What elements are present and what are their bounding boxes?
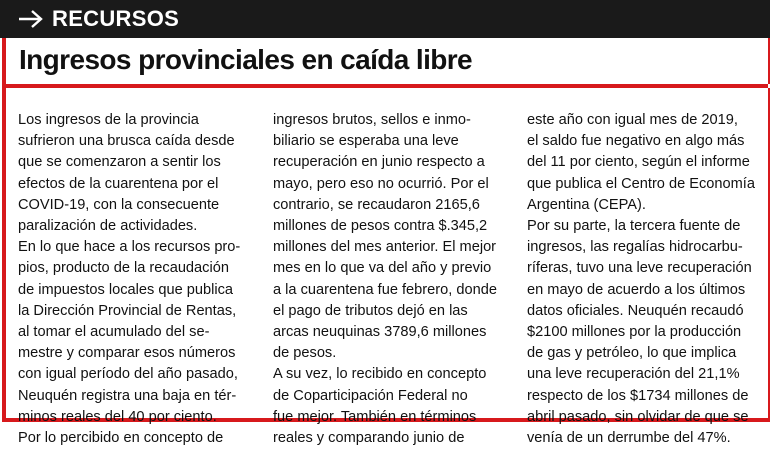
arrow-right-icon xyxy=(18,9,44,29)
text-line: Neuquén registra una baja en tér- xyxy=(18,387,237,404)
text-line: millones del mes anterior. El mejor xyxy=(273,239,497,256)
text-line: ríferas, tuvo una leve recuperación xyxy=(527,260,752,277)
text-line: datos oficiales. Neuquén recaudó xyxy=(527,302,744,319)
text-line: una leve recuperación del 21,1% xyxy=(527,366,740,383)
text-line: En lo que hace a los recursos pro- xyxy=(18,239,241,256)
text-line: de Coparticipación Federal no xyxy=(273,387,468,404)
text-line: la Dirección Provincial de Rentas, xyxy=(18,302,237,319)
text-line: biliario se esperaba una leve xyxy=(273,133,459,150)
text-line: pios, producto de la recaudación xyxy=(18,260,229,277)
text-line: mayo, pero eso no ocurrió. Por el xyxy=(273,175,489,192)
text-line: que publica el Centro de Economía xyxy=(527,175,755,192)
article-body xyxy=(2,88,770,447)
text-line: arcas neuquinas 3789,6 millones xyxy=(273,324,487,341)
text-line: Argentina (CEPA). xyxy=(527,196,646,213)
text-line: COVID-19, con la consecuente xyxy=(18,196,220,213)
section-label: RECURSOS xyxy=(52,6,180,31)
section-header xyxy=(0,0,770,38)
text-line: $2100 millones por la producción xyxy=(527,324,742,341)
text-line: de pesos. xyxy=(273,345,337,362)
text-line: ingresos brutos, sellos e inmo- xyxy=(273,112,471,128)
text-line: el pago de tributos dejó en las xyxy=(273,302,468,319)
text-column-2 xyxy=(273,110,517,449)
text-line: mes en lo que va del año y previo xyxy=(273,260,492,277)
text-line: recuperación en junio respecto a xyxy=(273,154,485,171)
text-line: Los ingresos de la provincia xyxy=(18,112,199,128)
text-line: al tomar el acumulado del se- xyxy=(18,324,210,341)
text-line: paralización de actividades. xyxy=(18,218,198,235)
text-line: este año con igual mes de 2019, xyxy=(527,112,738,128)
text-line: efectos de la cuarentena por el xyxy=(18,175,219,192)
text-line: del 11 por ciento, según el informe xyxy=(527,154,750,171)
text-line: fue mejor. También en términos xyxy=(273,408,477,425)
text-line: que se comenzaron a sentir los xyxy=(18,154,221,171)
text-line: reales y comparando junio de xyxy=(273,430,465,447)
text-line: minos reales del 40 por ciento. xyxy=(18,408,217,425)
text-line: abril pasado, sin olvidar de que se xyxy=(527,408,749,425)
text-line: Por lo percibido en concepto de xyxy=(18,430,224,447)
text-line: en mayo de acuerdo a los últimos xyxy=(527,281,746,298)
text-line: de gas y petróleo, lo que implica xyxy=(527,345,737,362)
text-line: con igual período del año pasado, xyxy=(18,366,238,383)
text-line: contrario, se recaudaron 2165,6 xyxy=(273,196,480,213)
text-line: ingresos, las regalías hidrocarbu- xyxy=(527,239,743,256)
text-line: respecto de los $1734 millones de xyxy=(527,387,749,404)
text-line: A su vez, lo recibido en concepto xyxy=(273,366,487,383)
text-line: Por su parte, la tercera fuente de xyxy=(527,218,741,235)
text-line: a la cuarentena fue febrero, donde xyxy=(273,281,497,298)
text-line: de impuestos locales que publica xyxy=(18,281,233,298)
text-line: el saldo fue negativo en algo más xyxy=(527,133,745,150)
text-line: millones de pesos contra $.345,2 xyxy=(273,218,488,235)
headline-box xyxy=(2,38,770,84)
text-column-1 xyxy=(18,110,264,449)
text-line: venía de un derrumbe del 47%. xyxy=(527,430,731,447)
text-column-3 xyxy=(527,110,767,449)
text-line: sufrieron una brusca caída desde xyxy=(18,133,235,150)
text-line: mestre y comparar esos números xyxy=(18,345,236,362)
headline: Ingresos provinciales en caída libre xyxy=(19,44,473,75)
